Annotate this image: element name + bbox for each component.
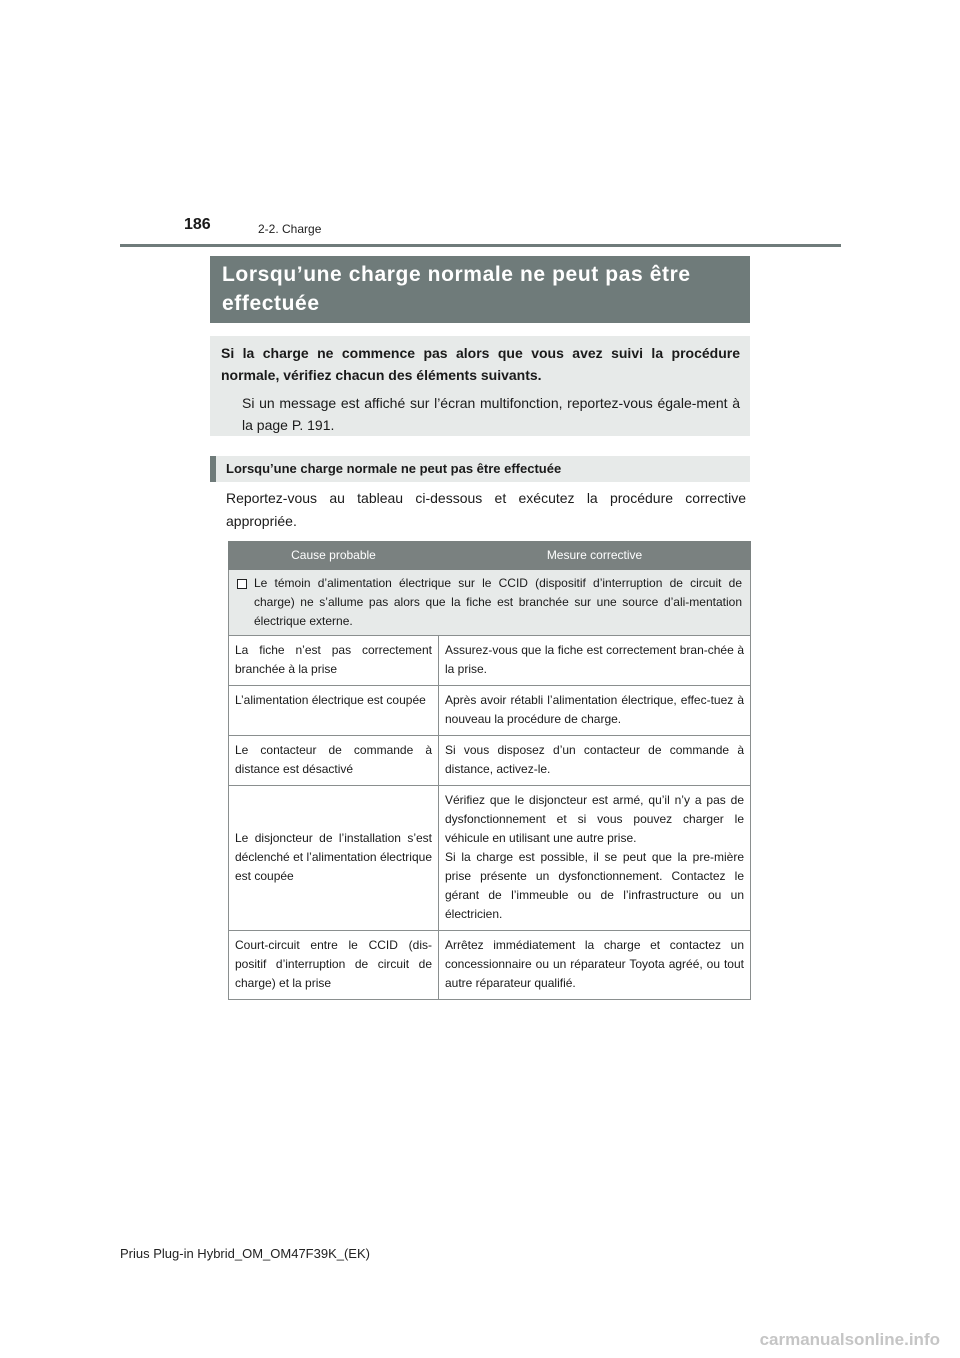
cause-cell: Le disjoncteur de l’installation s’est déclenché et l’alimentation électrique est coupée xyxy=(229,786,439,931)
footer-doc-id: Prius Plug-in Hybrid_OM_OM47F39K_(EK) xyxy=(120,1246,370,1261)
sub-heading: Lorsqu’une charge normale ne peut pas être effectuée xyxy=(210,456,750,482)
cause-cell: Le contacteur de commande à distance est désactivé xyxy=(229,736,439,786)
cause-cell: La fiche n’est pas correctement branchée à la prise xyxy=(229,636,439,686)
section-label: 2-2. Charge xyxy=(258,222,322,236)
measure-cell xyxy=(439,786,751,931)
measure-cell: Assurez-vous que la fiche est correctement bran-chée à la prise. xyxy=(439,636,751,686)
cause-table xyxy=(228,541,751,1000)
column-header-measure: Mesure corrective xyxy=(439,542,751,570)
table-row xyxy=(229,686,751,736)
measure-paragraph: Vérifiez que le disjoncteur est armé, qu’il n’y a pas de dysfonctionnement et si vous pouvez charger le véhicule en utilisant une autre prise. xyxy=(445,793,744,845)
condition-cell xyxy=(229,570,751,636)
cause-cell: L’alimentation électrique est coupée xyxy=(229,686,439,736)
condition-text: Le témoin d’alimentation électrique sur le CCID (dispositif d’interruption de circuit de charge) ne s’allume pas alors que la fiche est branchée sur une source d’ali-mentation électrique externe. xyxy=(254,576,742,628)
table-row xyxy=(229,636,751,686)
table-row xyxy=(229,786,751,931)
table-row xyxy=(229,736,751,786)
column-header-cause: Cause probable xyxy=(229,542,439,570)
table-header-row xyxy=(229,542,751,570)
table-row xyxy=(229,931,751,1000)
intro-text: Reportez-vous au tableau ci-dessous et exécutez la procédure corrective appropriée. xyxy=(226,490,746,529)
summary-lead: Si la charge ne commence pas alors que vous avez suivi la procédure normale, vérifiez chacun des éléments suivants. xyxy=(221,345,740,383)
page-number: 186 xyxy=(184,216,211,233)
watermark: carmanualsonline.info xyxy=(759,1330,940,1349)
measure-cell: Arrêtez immédiatement la charge et contactez un concessionnaire ou un réparateur Toyota agréé, ou tout autre réparateur qualifié. xyxy=(439,931,751,1000)
measure-paragraph: Si la charge est possible, il se peut que la pre-mière prise présente un dysfonctionnement. Contactez le gérant de l’immeuble ou de l’infrastructure ou un électricien. xyxy=(445,850,744,921)
cause-cell: Court-circuit entre le CCID (dis-positif d’interruption de circuit de charge) et la prise xyxy=(229,931,439,1000)
page-title: Lorsqu’une charge normale ne peut pas être effectuée xyxy=(210,256,750,323)
summary-note: Si un message est affiché sur l’écran multifonction, reportez-vous égale-ment à la page P. 191. xyxy=(242,395,740,433)
header-rule xyxy=(120,244,841,247)
measure-cell: Si vous disposez d’un contacteur de commande à distance, activez-le. xyxy=(439,736,751,786)
summary-box xyxy=(210,336,750,436)
measure-cell: Après avoir rétabli l’alimentation électrique, effec-tuez à nouveau la procédure de charge. xyxy=(439,686,751,736)
condition-row xyxy=(229,570,751,636)
checkbox-icon xyxy=(237,579,247,589)
